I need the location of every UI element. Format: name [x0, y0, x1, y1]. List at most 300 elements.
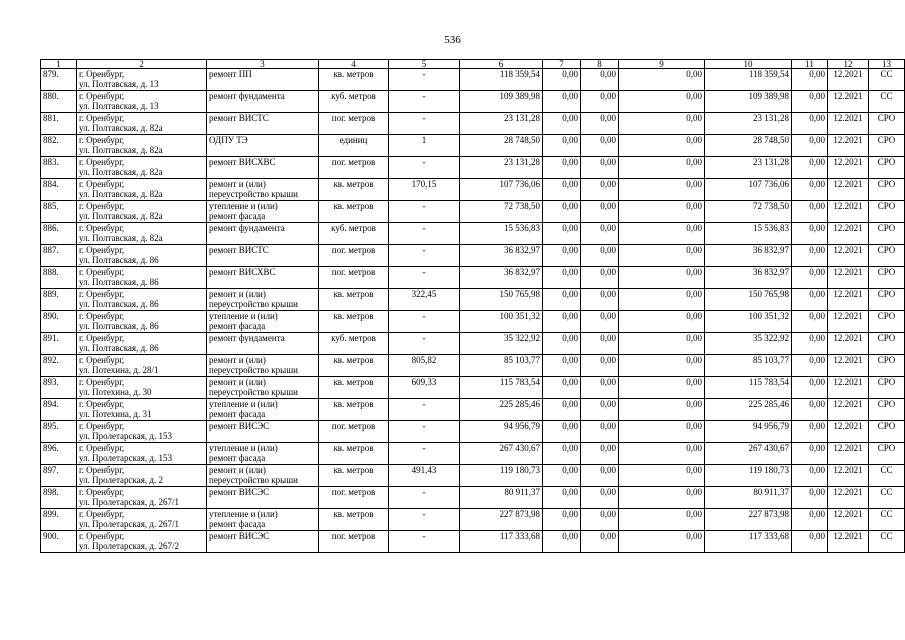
- col7-cell: [543, 245, 581, 267]
- unit-cell-unit: кв. метров: [333, 443, 374, 453]
- work-type-cell-work2: переустройство крыши: [209, 475, 298, 485]
- work-type-cell-work2: ремонт фасада: [209, 321, 266, 331]
- unit-cell: [319, 421, 389, 443]
- deadline-cell-c12: 12.2021: [833, 377, 863, 387]
- address-cell-addr2: ул. Пролетарская, д. 267/1: [79, 519, 179, 529]
- col7-cell: [543, 179, 581, 201]
- total-cost-cell: [460, 201, 543, 223]
- total-cost-cell-c6: 94 956,79: [504, 421, 540, 431]
- address-cell-addr2: ул. Пролетарская, д. 153: [79, 431, 172, 441]
- col11-cell: [792, 399, 828, 421]
- row-number-cell: [41, 289, 77, 311]
- method-cell-c13: СС: [880, 487, 893, 497]
- col8-cell: [581, 465, 619, 487]
- method-cell-c13: СРО: [877, 289, 896, 299]
- volume-cell-vol: -: [422, 399, 426, 409]
- row-number-cell-n: 879.: [43, 69, 59, 79]
- volume-cell-vol: -: [422, 113, 426, 123]
- col11-cell-c11: 0,00: [809, 201, 825, 211]
- volume-cell: [389, 531, 460, 553]
- column-header-11: 11: [792, 60, 828, 69]
- col9-cell-c9: 0,00: [686, 443, 702, 453]
- unit-cell: [319, 377, 389, 399]
- total-cost-cell-c6: 267 430,67: [499, 443, 540, 453]
- address-cell-addr1: г. Оренбург,: [79, 201, 125, 211]
- col9-cell: [619, 421, 705, 443]
- work-type-cell-work2: переустройство крыши: [209, 387, 298, 397]
- col8-cell: [581, 267, 619, 289]
- address-cell-addr2: ул. Полтавская, д. 86: [79, 321, 159, 331]
- method-cell: [869, 443, 905, 465]
- col9-cell-c9: 0,00: [686, 355, 702, 365]
- table-row: [41, 355, 905, 377]
- unit-cell-unit: пог. метров: [331, 157, 376, 167]
- col9-cell: [619, 465, 705, 487]
- work-type-cell-work2: ремонт фасада: [209, 409, 266, 419]
- row-number-cell-n: 897.: [43, 465, 59, 475]
- col10-cell-c10: 15 536,83: [753, 223, 789, 233]
- col10-cell: [705, 487, 792, 509]
- col11-cell: [792, 113, 828, 135]
- total-cost-cell: [460, 311, 543, 333]
- volume-cell: [389, 355, 460, 377]
- deadline-cell: [828, 377, 869, 399]
- col9-cell: [619, 355, 705, 377]
- work-type-cell-work1: ремонт ВИСТС: [209, 245, 269, 255]
- deadline-cell-c12: 12.2021: [833, 509, 863, 519]
- work-type-cell-work2: ремонт фасада: [209, 211, 266, 221]
- address-cell: [77, 333, 207, 355]
- work-type-cell: [207, 509, 319, 531]
- col8-cell: [581, 333, 619, 355]
- unit-cell: [319, 113, 389, 135]
- col7-cell-c7: 0,00: [562, 509, 578, 519]
- work-type-cell-work1: ремонт и (или): [209, 289, 266, 299]
- deadline-cell-c12: 12.2021: [833, 201, 863, 211]
- address-cell-addr2: ул. Потехина, д. 28/1: [79, 365, 159, 375]
- col10-cell-c10: 28 748,50: [753, 135, 789, 145]
- col9-cell-c9: 0,00: [686, 157, 702, 167]
- address-cell-addr2: ул. Полтавская, д. 82а: [79, 167, 163, 177]
- col7-cell-c7: 0,00: [562, 531, 578, 541]
- table-row: [41, 157, 905, 179]
- work-type-cell-work1: ремонт ВИСЭС: [209, 531, 270, 541]
- col11-cell: [792, 135, 828, 157]
- total-cost-cell: [460, 509, 543, 531]
- volume-cell-vol: -: [422, 487, 426, 497]
- col8-cell-c8: 0,00: [600, 289, 616, 299]
- col9-cell: [619, 245, 705, 267]
- work-type-cell-work1: утепление и (или): [209, 399, 278, 409]
- col9-cell-c9: 0,00: [686, 179, 702, 189]
- col11-cell: [792, 69, 828, 91]
- total-cost-cell: [460, 157, 543, 179]
- col8-cell: [581, 421, 619, 443]
- col11-cell: [792, 509, 828, 531]
- col9-cell: [619, 509, 705, 531]
- col7-cell: [543, 487, 581, 509]
- address-cell-addr1: г. Оренбург,: [79, 355, 125, 365]
- method-cell: [869, 91, 905, 113]
- address-cell: [77, 223, 207, 245]
- col8-cell-c8: 0,00: [600, 333, 616, 343]
- col7-cell: [543, 157, 581, 179]
- col11-cell: [792, 443, 828, 465]
- volume-cell: [389, 487, 460, 509]
- col10-cell: [705, 333, 792, 355]
- column-header-12: 12: [828, 60, 869, 69]
- column-header-4: 4: [319, 60, 389, 69]
- volume-cell-vol: -: [422, 91, 426, 101]
- address-cell-addr1: г. Оренбург,: [79, 421, 125, 431]
- deadline-cell-c12: 12.2021: [833, 355, 863, 365]
- volume-cell: [389, 157, 460, 179]
- address-cell-addr2: ул. Полтавская, д. 82а: [79, 189, 163, 199]
- total-cost-cell: [460, 443, 543, 465]
- deadline-cell-c12: 12.2021: [833, 531, 863, 541]
- col9-cell-c9: 0,00: [686, 421, 702, 431]
- unit-cell: [319, 487, 389, 509]
- col7-cell: [543, 311, 581, 333]
- address-cell: [77, 311, 207, 333]
- work-type-cell-work1: ремонт и (или): [209, 465, 266, 475]
- total-cost-cell-c6: 80 911,37: [504, 487, 540, 497]
- address-cell-addr1: г. Оренбург,: [79, 69, 125, 79]
- total-cost-cell: [460, 113, 543, 135]
- address-cell-addr2: ул. Полтавская, д. 82а: [79, 233, 163, 243]
- method-cell: [869, 201, 905, 223]
- col11-cell: [792, 377, 828, 399]
- volume-cell: [389, 135, 460, 157]
- col9-cell-c9: 0,00: [686, 531, 702, 541]
- table-row: [41, 179, 905, 201]
- method-cell-c13: СРО: [877, 201, 896, 211]
- col11-cell-c11: 0,00: [809, 443, 825, 453]
- col11-cell: [792, 311, 828, 333]
- method-cell-c13: СРО: [877, 377, 896, 387]
- address-cell: [77, 465, 207, 487]
- address-cell-addr1: г. Оренбург,: [79, 223, 125, 233]
- deadline-cell-c12: 12.2021: [833, 69, 863, 79]
- col9-cell: [619, 201, 705, 223]
- method-cell-c13: СС: [880, 465, 893, 475]
- work-type-cell: [207, 135, 319, 157]
- address-cell-addr2: ул. Пролетарская, д. 267/1: [79, 497, 179, 507]
- table-row: [41, 311, 905, 333]
- method-cell-c13: СС: [880, 91, 893, 101]
- work-type-cell-work1: ремонт ВИСЭС: [209, 487, 270, 497]
- unit-cell: [319, 135, 389, 157]
- table-row: [41, 421, 905, 443]
- table-body: [41, 69, 905, 553]
- total-cost-cell: [460, 179, 543, 201]
- address-cell-addr1: г. Оренбург,: [79, 267, 125, 277]
- col7-cell: [543, 267, 581, 289]
- address-cell: [77, 201, 207, 223]
- col11-cell: [792, 157, 828, 179]
- work-type-cell-work1: утепление и (или): [209, 201, 278, 211]
- unit-cell: [319, 267, 389, 289]
- col11-cell: [792, 487, 828, 509]
- total-cost-cell: [460, 289, 543, 311]
- work-type-cell: [207, 443, 319, 465]
- row-number-cell-n: 884.: [43, 179, 59, 189]
- col7-cell: [543, 135, 581, 157]
- col10-cell: [705, 399, 792, 421]
- total-cost-cell-c6: 150 765,98: [499, 289, 540, 299]
- deadline-cell: [828, 509, 869, 531]
- deadline-cell: [828, 113, 869, 135]
- col10-cell: [705, 223, 792, 245]
- col9-cell: [619, 311, 705, 333]
- total-cost-cell-c6: 100 351,32: [499, 311, 540, 321]
- col10-cell: [705, 355, 792, 377]
- address-cell-addr1: г. Оренбург,: [79, 377, 125, 387]
- col11-cell-c11: 0,00: [809, 289, 825, 299]
- col10-cell-c10: 35 322,92: [753, 333, 789, 343]
- col7-cell-c7: 0,00: [562, 399, 578, 409]
- col11-cell-c11: 0,00: [809, 113, 825, 123]
- col10-cell-c10: 36 832,97: [753, 245, 789, 255]
- method-cell: [869, 223, 905, 245]
- unit-cell-unit: пог. метров: [331, 267, 376, 277]
- row-number-cell: [41, 443, 77, 465]
- col11-cell-c11: 0,00: [809, 267, 825, 277]
- col7-cell-c7: 0,00: [562, 355, 578, 365]
- col9-cell: [619, 333, 705, 355]
- col8-cell: [581, 311, 619, 333]
- col9-cell-c9: 0,00: [686, 311, 702, 321]
- column-header-7: 7: [543, 60, 581, 69]
- deadline-cell: [828, 355, 869, 377]
- row-number-cell-n: 894.: [43, 399, 59, 409]
- volume-cell-vol: -: [422, 201, 426, 211]
- col9-cell-c9: 0,00: [686, 465, 702, 475]
- deadline-cell-c12: 12.2021: [833, 311, 863, 321]
- address-cell-addr2: ул. Полтавская, д. 13: [79, 101, 159, 111]
- col7-cell: [543, 443, 581, 465]
- total-cost-cell-c6: 115 783,54: [499, 377, 540, 387]
- total-cost-cell-c6: 23 131,28: [504, 157, 540, 167]
- col11-cell: [792, 245, 828, 267]
- work-type-cell-work1: ОДПУ ТЭ: [209, 135, 248, 145]
- row-number-cell: [41, 91, 77, 113]
- col8-cell-c8: 0,00: [600, 223, 616, 233]
- work-type-cell: [207, 421, 319, 443]
- col7-cell: [543, 377, 581, 399]
- unit-cell: [319, 509, 389, 531]
- row-number-cell-n: 890.: [43, 311, 59, 321]
- work-type-cell-work1: ремонт и (или): [209, 355, 266, 365]
- col10-cell: [705, 443, 792, 465]
- total-cost-cell: [460, 135, 543, 157]
- total-cost-cell: [460, 377, 543, 399]
- unit-cell-unit: пог. метров: [331, 531, 376, 541]
- work-type-cell: [207, 113, 319, 135]
- row-number-cell: [41, 333, 77, 355]
- method-cell-c13: СРО: [877, 267, 896, 277]
- work-type-cell: [207, 245, 319, 267]
- row-number-cell: [41, 509, 77, 531]
- work-type-cell-work1: ремонт ВИСХВС: [209, 157, 276, 167]
- table-row: [41, 531, 905, 553]
- row-number-cell: [41, 267, 77, 289]
- address-cell-addr2: ул. Полтавская, д. 86: [79, 343, 159, 353]
- col11-cell-c11: 0,00: [809, 69, 825, 79]
- address-cell: [77, 509, 207, 531]
- unit-cell: [319, 91, 389, 113]
- volume-cell-vol: 609,33: [411, 377, 437, 387]
- table-row: [41, 509, 905, 531]
- col8-cell-c8: 0,00: [600, 399, 616, 409]
- col10-cell: [705, 245, 792, 267]
- col10-cell: [705, 531, 792, 553]
- col9-cell-c9: 0,00: [686, 333, 702, 343]
- row-number-cell-n: 900.: [43, 531, 59, 541]
- address-cell-addr2: ул. Полтавская, д. 82а: [79, 211, 163, 221]
- volume-cell: [389, 245, 460, 267]
- method-cell-c13: СРО: [877, 399, 896, 409]
- total-cost-cell: [460, 223, 543, 245]
- unit-cell: [319, 201, 389, 223]
- method-cell: [869, 267, 905, 289]
- col10-cell: [705, 267, 792, 289]
- column-header-8: 8: [581, 60, 619, 69]
- address-cell-addr1: г. Оренбург,: [79, 509, 125, 519]
- row-number-cell-n: 885.: [43, 201, 59, 211]
- row-number-cell-n: 898.: [43, 487, 59, 497]
- col9-cell-c9: 0,00: [686, 201, 702, 211]
- deadline-cell: [828, 267, 869, 289]
- unit-cell: [319, 69, 389, 91]
- method-cell: [869, 465, 905, 487]
- deadline-cell: [828, 487, 869, 509]
- col11-cell: [792, 201, 828, 223]
- work-type-cell-work2: ремонт фасада: [209, 519, 266, 529]
- col11-cell: [792, 355, 828, 377]
- col9-cell: [619, 531, 705, 553]
- work-type-cell-work1: утепление и (или): [209, 311, 278, 321]
- col9-cell-c9: 0,00: [686, 487, 702, 497]
- method-cell: [869, 135, 905, 157]
- work-type-cell-work1: ремонт ВИСЭС: [209, 421, 270, 431]
- total-cost-cell-c6: 36 832,97: [504, 245, 540, 255]
- col11-cell: [792, 333, 828, 355]
- table-row: [41, 289, 905, 311]
- row-number-cell-n: 891.: [43, 333, 59, 343]
- total-cost-cell-c6: 225 285,46: [499, 399, 540, 409]
- method-cell-c13: СРО: [877, 333, 896, 343]
- col8-cell-c8: 0,00: [600, 311, 616, 321]
- col8-cell-c8: 0,00: [600, 201, 616, 211]
- volume-cell: [389, 113, 460, 135]
- volume-cell-vol: -: [422, 69, 426, 79]
- address-cell: [77, 135, 207, 157]
- total-cost-cell-c6: 85 103,77: [504, 355, 540, 365]
- col8-cell: [581, 223, 619, 245]
- deadline-cell-c12: 12.2021: [833, 135, 863, 145]
- col10-cell-c10: 107 736,06: [748, 179, 789, 189]
- row-number-cell-n: 882.: [43, 135, 59, 145]
- col8-cell-c8: 0,00: [600, 245, 616, 255]
- row-number-cell: [41, 223, 77, 245]
- col7-cell-c7: 0,00: [562, 135, 578, 145]
- total-cost-cell-c6: 35 322,92: [504, 333, 540, 343]
- col9-cell: [619, 399, 705, 421]
- work-type-cell: [207, 399, 319, 421]
- col7-cell-c7: 0,00: [562, 245, 578, 255]
- col8-cell: [581, 245, 619, 267]
- col10-cell-c10: 23 131,28: [753, 157, 789, 167]
- unit-cell-unit: кв. метров: [333, 201, 374, 211]
- col7-cell-c7: 0,00: [562, 157, 578, 167]
- method-cell: [869, 333, 905, 355]
- col8-cell-c8: 0,00: [600, 157, 616, 167]
- column-header-13: 13: [869, 60, 905, 69]
- work-type-cell: [207, 179, 319, 201]
- deadline-cell-c12: 12.2021: [833, 289, 863, 299]
- col7-cell: [543, 333, 581, 355]
- row-number-cell: [41, 377, 77, 399]
- row-number-cell: [41, 201, 77, 223]
- work-type-cell: [207, 333, 319, 355]
- work-type-cell-work1: ремонт ВИСТС: [209, 113, 269, 123]
- col8-cell-c8: 0,00: [600, 179, 616, 189]
- deadline-cell: [828, 157, 869, 179]
- col10-cell-c10: 100 351,32: [748, 311, 789, 321]
- address-cell-addr1: г. Оренбург,: [79, 465, 125, 475]
- deadline-cell-c12: 12.2021: [833, 157, 863, 167]
- col9-cell: [619, 487, 705, 509]
- col11-cell-c11: 0,00: [809, 135, 825, 145]
- total-cost-cell-c6: 28 748,50: [504, 135, 540, 145]
- work-type-cell: [207, 157, 319, 179]
- col7-cell-c7: 0,00: [562, 333, 578, 343]
- address-cell-addr1: г. Оренбург,: [79, 245, 125, 255]
- work-type-cell-work1: ремонт фундамента: [209, 91, 285, 101]
- col9-cell-c9: 0,00: [686, 289, 702, 299]
- row-number-cell: [41, 465, 77, 487]
- unit-cell-unit: куб. метров: [331, 333, 376, 343]
- deadline-cell: [828, 223, 869, 245]
- col11-cell-c11: 0,00: [809, 179, 825, 189]
- address-cell: [77, 113, 207, 135]
- address-cell-addr2: ул. Пролетарская, д. 2: [79, 475, 163, 485]
- table-row: [41, 91, 905, 113]
- col11-cell-c11: 0,00: [809, 223, 825, 233]
- work-type-cell-work1: ремонт ВИСХВС: [209, 267, 276, 277]
- method-cell: [869, 289, 905, 311]
- col7-cell-c7: 0,00: [562, 69, 578, 79]
- volume-cell: [389, 179, 460, 201]
- col8-cell-c8: 0,00: [600, 487, 616, 497]
- col8-cell-c8: 0,00: [600, 267, 616, 277]
- address-cell-addr1: г. Оренбург,: [79, 113, 125, 123]
- unit-cell-unit: единиц: [339, 135, 368, 145]
- table-row: [41, 377, 905, 399]
- deadline-cell: [828, 135, 869, 157]
- address-cell-addr2: ул. Полтавская, д. 86: [79, 255, 159, 265]
- method-cell: [869, 245, 905, 267]
- col9-cell: [619, 223, 705, 245]
- method-cell: [869, 399, 905, 421]
- address-cell-addr2: ул. Полтавская, д. 86: [79, 299, 159, 309]
- address-cell: [77, 487, 207, 509]
- unit-cell-unit: куб. метров: [331, 223, 376, 233]
- row-number-cell: [41, 311, 77, 333]
- volume-cell-vol: -: [422, 223, 426, 233]
- col7-cell: [543, 531, 581, 553]
